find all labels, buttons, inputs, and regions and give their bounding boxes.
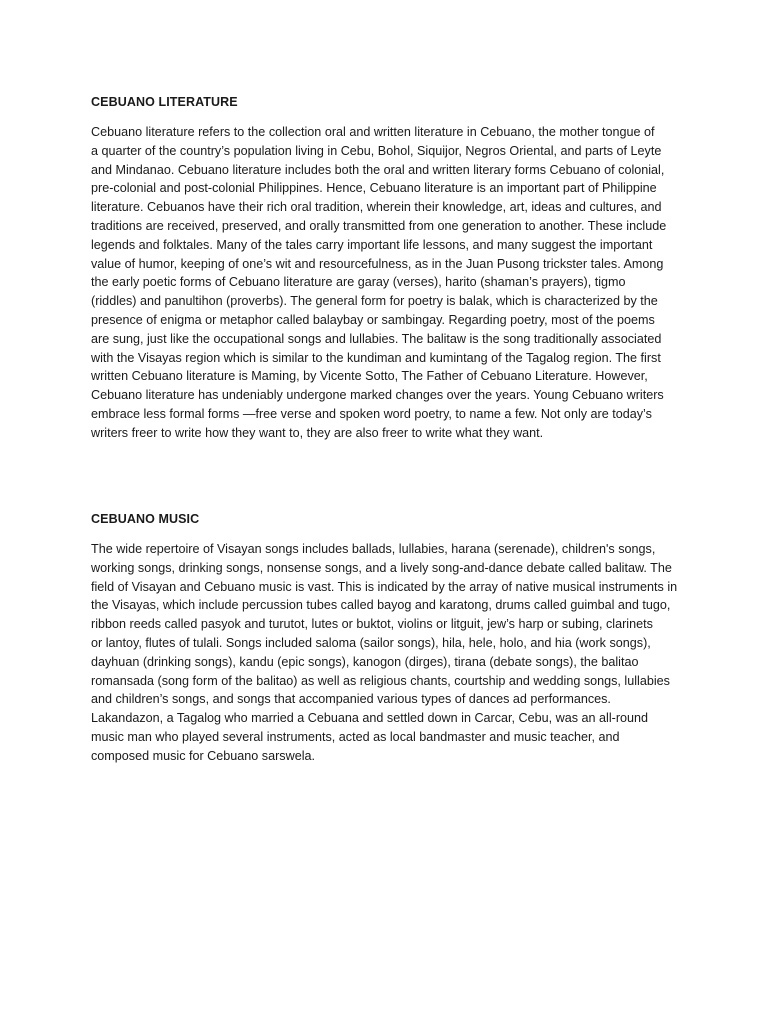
paragraph-line: the Visayas, which include percussion tubes called bayog and karatong, drums called guimbal and tugo, xyxy=(91,598,671,613)
paragraph-line: pre-colonial and post-colonial Philippines. Hence, Cebuano literature is an important part of Philippine xyxy=(91,181,657,196)
paragraph-line: are sung, just like the occupational songs and lullabies. The balitaw is the song traditionally associated xyxy=(91,331,662,346)
paragraph-line: a quarter of the country’s population living in Cebu, Bohol, Siquijor, Negros Oriental, and parts of Leyte xyxy=(91,143,662,158)
paragraph-line: value of humor, keeping of one’s wit and resourcefulness, as in the Juan Pusong trickster tales. Among xyxy=(91,256,664,271)
paragraph-line: working songs, drinking songs, nonsense songs, and a lively song-and-dance debate called balitaw. The xyxy=(91,560,672,575)
paragraph-line: presence of enigma or metaphor called balaybay or sambingay. Regarding poetry, most of the poems xyxy=(91,312,655,327)
paragraph-line: romansada (song form of the balitao) as well as religious chants, courtship and wedding songs, lullabies xyxy=(91,673,670,688)
paragraph-line: field of Visayan and Cebuano music is vast. This is indicated by the array of native musical instruments in xyxy=(91,579,678,594)
paragraph-line: writers freer to write how they want to, they are also freer to write what they want. xyxy=(91,425,544,440)
paragraph-line: and children’s songs, and songs that accompanied various types of dances ad performances. xyxy=(91,692,611,707)
paragraph-line: (riddles) and panultihon (proverbs). The general form for poetry is balak, which is characterized by the xyxy=(91,294,658,309)
paragraph-line: Lakandazon, a Tagalog who married a Cebuana and settled down in Carcar, Cebu, was an all-round xyxy=(91,711,649,726)
paragraph-line: or lantoy, flutes of tulali. Songs included saloma (sailor songs), hila, hele, holo, and hia (work songs), xyxy=(91,635,651,650)
literature-paragraph xyxy=(91,123,679,443)
music-paragraph xyxy=(91,540,679,766)
paragraph-line: literature. Cebuanos have their rich oral tradition, wherein their knowledge, art, ideas and cultures, and xyxy=(91,200,662,215)
music-section xyxy=(91,510,679,766)
paragraph-line: with the Visayas region which is similar to the kundiman and kumintang of the Tagalog region. The first xyxy=(91,350,661,365)
paragraph-line: Cebuano literature has undeniably undergone marked changes over the years. Young Cebuano writers xyxy=(91,388,664,403)
paragraph-line: Cebuano literature refers to the collection oral and written literature in Cebuano, the mother tongue of xyxy=(91,125,655,139)
paragraph-line: the early poetic forms of Cebuano literature are garay (verses), harito (shaman’s prayers), tigmo xyxy=(91,275,626,290)
paragraph-line: The wide repertoire of Visayan songs includes ballads, lullabies, harana (serenade), children's songs, xyxy=(91,542,656,556)
paragraph-line: ribbon reeds called pasyok and turutot, lutes or buktot, violins or litguit, jew’s harp or subing, clarinets xyxy=(91,617,653,632)
paragraph-line: written Cebuano literature is Maming, by Vicente Sotto, The Father of Cebuano Literature. However, xyxy=(91,369,648,384)
paragraph-line: composed music for Cebuano sarswela. xyxy=(91,748,315,763)
paragraph-line: legends and folktales. Many of the tales carry important life lessons, and many suggest the important xyxy=(91,237,653,252)
literature-heading: CEBUANO LITERATURE xyxy=(91,95,238,109)
paragraph-line: and Mindanao. Cebuano literature includes both the oral and written literary forms Cebuano of colonial, xyxy=(91,162,665,177)
paragraph-line: embrace less formal forms —free verse and spoken word poetry, to name a few. Not only are today’s xyxy=(91,406,652,421)
paragraph-line: music man who played several instruments, acted as local bandmaster and music teacher, and xyxy=(91,729,620,744)
paragraph-line: traditions are received, preserved, and orally transmitted from one generation to another. These include xyxy=(91,218,667,233)
literature-section xyxy=(91,93,679,443)
paragraph-line: dayhuan (drinking songs), kandu (epic songs), kanogon (dirges), tirana (debate songs), the balitao xyxy=(91,654,639,669)
music-heading: CEBUANO MUSIC xyxy=(91,512,200,526)
